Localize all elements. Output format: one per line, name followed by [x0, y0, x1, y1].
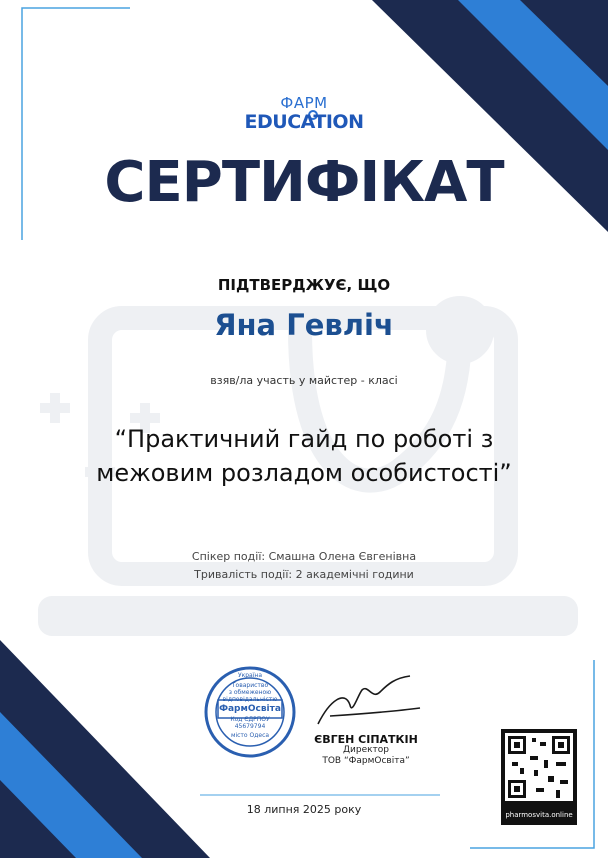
course-title	[0, 422, 608, 490]
director-name: ЄВГЕН СІПАТКІН	[314, 733, 418, 746]
confirm-text: ПІДТВЕРДЖУЄ, ЩО	[217, 276, 391, 294]
certificate-date: 18 липня 2025 року	[246, 803, 362, 816]
brand-logo-line2: EDUCATION	[244, 111, 364, 133]
course-title-line1: “Практичний гайд по роботі з	[114, 425, 494, 453]
speaker-text: Спікер події: Смашна Олена Євгенівна	[191, 550, 417, 563]
qr-code	[501, 729, 577, 805]
qr-caption: pharmosvita.online	[501, 805, 577, 825]
seal-line-2: з обмеженою	[228, 689, 272, 696]
seal-line-code-label: Код ЄДРПОУ	[230, 716, 270, 723]
seal-line-3: відповідальністю	[222, 696, 278, 703]
seal-text	[210, 672, 290, 739]
seal-line-city: місто Одеса	[230, 732, 270, 739]
participation-text: взяв/ла участь у майстер - класі	[210, 374, 398, 387]
director-role: Директор	[342, 745, 390, 755]
watermark-laptop-base	[38, 596, 578, 636]
brand-logo-line1: ФАРМ	[280, 94, 328, 112]
seal-line-country: Україна	[237, 672, 263, 679]
seal-company-name: ФармОсвіта	[219, 704, 281, 714]
course-title-line2: межовим розладом особистості”	[96, 459, 512, 487]
director-signature	[318, 676, 420, 724]
director-org: ТОВ “ФармОсвіта”	[322, 756, 410, 766]
seal-line-code: 45679794	[234, 723, 266, 730]
seal-line-1: Товариство	[231, 682, 269, 689]
certificate-title: СЕРТИФІКАТ	[104, 150, 504, 215]
recipient-name: Яна Гевліч	[214, 308, 394, 342]
duration-text: Тривалість події: 2 академічні години	[194, 568, 414, 581]
